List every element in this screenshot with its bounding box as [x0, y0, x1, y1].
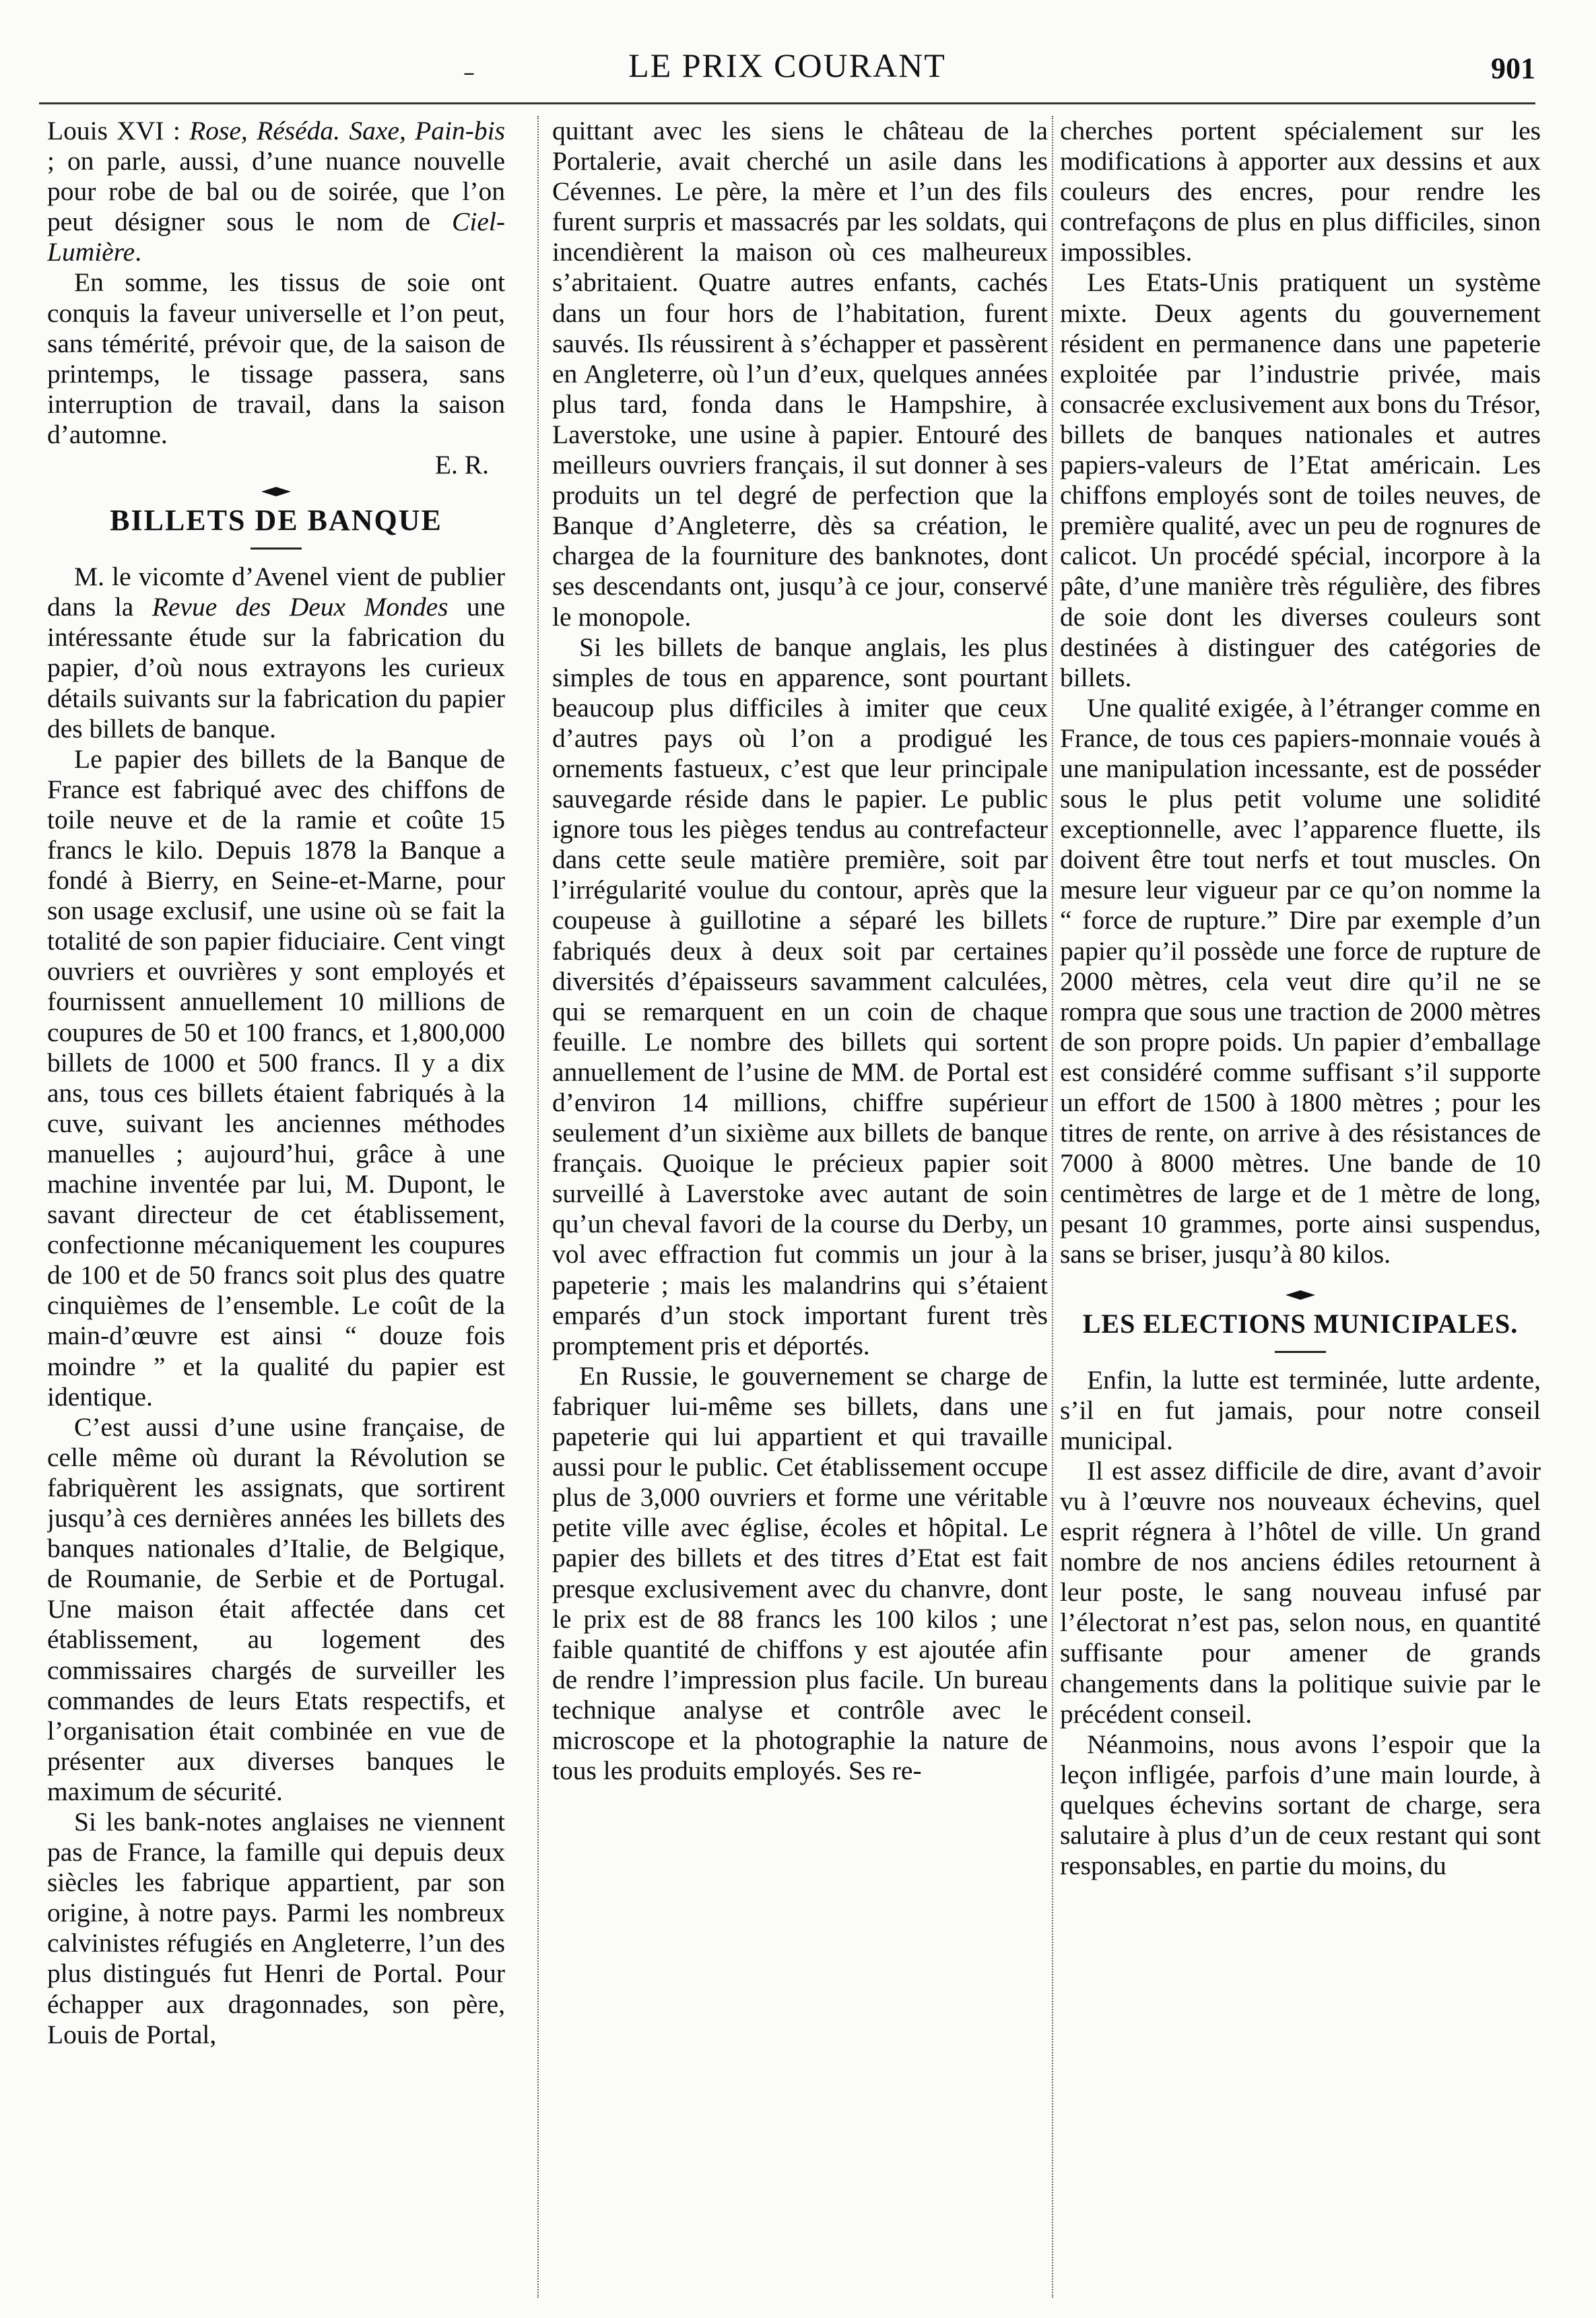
author-signature: E. R. [434, 450, 489, 480]
article-paragraph: Une qualité exigée, à l’étranger comme en France, de tous ces papiers-monnaie voués à une manipulation incessante, est de posséder sous le plus petit volume une solidité exceptionnelle, avec l’apparence fluette, ils doivent être tout nerfs et tout muscles. On mesure leur vigueur par ce qu’on nomme la “ force de rupture.” Dire par exemple d’un papier qu’il possède une force de rupture de 2000 mètres, cela veut dire qu’il ne se rompra que sous une traction de 2000 mètres de son propre poids. Un papier d’emballage est considéré comme suffisant s’il supporte un effort de 1500 à 1800 mètres ; pour les titres de rente, on arrive à des résistances de 7000 à 8000 mètres. Une bande de 10 centimètres de large et de 1 mètre de long, pesant 10 grammes, porte ainsi suspendus, sans se briser, jusqu’à 80 kilos. [1060, 692, 1541, 1269]
page-header [39, 34, 1535, 108]
article-paragraph: M. le vicomte d’Avenel vient de publier dans la Revue des Deux Mondes une intéressante étude sur la fabrication du papier, d’où nous extrayons les curieux détails suivants sur la fabrication du papier des billets de banque. [47, 562, 505, 743]
article-paragraph: quittant avec les siens le château de la Portalerie, avait cherché un asile dans les Cévennes. Le père, la mère et l’un des fils furent surpris et massacrés par les soldats, qui incendièrent la maison où ces malheureux s’abritaient. Quatre autres enfants, cachés dans un four hors de l’habitation, furent sauvés. Ils réussirent à s’échapper et passèrent en Angleterre, où l’un d’eux, quelques années plus tard, fonda dans le Hampshire, à Laverstoke, une usine à papier. Entouré des meilleurs ouvriers français, il sut donner à ses produits un tel degré de perfection que la Banque d’Angleterre, dès sa création, le chargea de la fourniture des banknotes, dont ses descendants ont, jusqu’à ce jour, conservé le monopole. [552, 116, 1048, 632]
section-ornament [1286, 1290, 1315, 1300]
section-rule [251, 548, 302, 550]
fashion-paragraph: Louis XVI : Rose, Réséda. Saxe, Pain-bis ; on parle, aussi, d’une nuance nouvelle pour robe de bal ou de soirée, que l’on peut désigner sous le nom de Ciel-Lumière. [47, 116, 505, 267]
page-number: 901 [1491, 52, 1535, 85]
article-paragraph: Enfin, la lutte est terminée, lutte ardente, s’il en fut jamais, pour notre conseil municipal. [1060, 1364, 1541, 1455]
article-paragraph: Néanmoins, nous avons l’espoir que la leçon infligée, parfois d’une main lourde, à quelques échevins sortant de charge, sera salutaire à plus d’un de ceux restant qui sont responsables, en partie du moins, du [1060, 1729, 1541, 1881]
column-2 [552, 116, 1048, 2298]
section-title-elections: LES ELECTIONS MUNICIPALES. [1082, 1308, 1519, 1339]
article-paragraph: En Russie, le gouvernement se charge de fabriquer lui-même ses billets, dans une papeterie qui lui appartient et qui travaille aussi pour le public. Cet établissement occupe plus de 3,000 ouvriers et forme une véritable petite ville avec église, écoles et hôpital. Le papier des billets et des titres d’Etat est fait presque exclusivement avec du chanvre, dont le prix est de 88 francs les 100 kilos ; une faible quantité de chiffons y est ajoutée afin de rendre l’impression plus facile. Un bureau technique analyse et contrôle avec le microscope et la photographie la nature de tous les produits employés. Ses re- [552, 1360, 1048, 1786]
article-paragraph: C’est aussi d’une usine française, de celle même où durant la Révolution se fabriquèrent les assignats, que sortirent jusqu’à ces dernières années les billets des banques nationales d’Italie, de Belgique, de Roumanie, de Serbie et de Portugal. Une maison était affectée dans cet établissement, au logement des commissaires chargés de surveiller les commandes de leurs Etats respectifs, et l’organisation était combinée en vue de présenter aux diverses banques le maximum de sécurité. [47, 1412, 505, 1806]
header-dash: – [463, 59, 475, 86]
section-rule [1275, 1351, 1326, 1353]
article-paragraph: Il est assez difficile de dire, avant d’avoir vu à l’œuvre nos nouveaux échevins, quel esprit régnera à l’hôtel de ville. Un grand nombre de nos anciens édiles retournent à leur poste, le sang nouveau infusé par l’électorat n’est pas, selon nous, en quantité suffisante pour amener de grands changements dans la politique suivie par le précédent conseil. [1060, 1455, 1541, 1729]
article-paragraph: cherches portent spécialement sur les modifications à apporter aux dessins et aux couleurs des encres, pour rendre les contrefaçons de plus en plus difficiles, sinon impossibles. [1060, 116, 1541, 267]
header-rule [39, 102, 1535, 104]
running-title: LE PRIX COURANT [628, 46, 946, 84]
section-title-billets: BILLETS DE BANQUE [110, 504, 442, 537]
section-ornament [261, 487, 291, 496]
article-paragraph: Si les billets de banque anglais, les plus simples de tous en apparence, sont pourtant beaucoup plus difficiles à imiter que ceux d’autres pays où l’on a prodigué les ornements fastueux, c’est que leur principale sauvegarde réside dans le papier. Le public ignore tous les pièges tendus au contrefacteur dans cette seule matière première, soit par l’irrégularité voulue du contour, après que la coupeuse à guillotine a séparé les billets fabriqués deux à deux soit par certaines diversités d’épaisseurs savamment calculées, qui se remarquent en un coin de chaque feuille. Le nombre des billets qui sortent annuellement de l’usine de MM. de Portal est d’environ 14 millions, chiffre supérieur seulement d’un sixième aux billets de banque français. Quoique le précieux papier soit surveillé à Laverstoke avec autant de soin qu’un cheval favori de la course du Derby, un vol avec effraction fut commis un jour à la papeterie ; mais les malandrins qui s’étaient emparés d’un stock important furent très promptement pris et déportés. [552, 632, 1048, 1360]
column-3 [1060, 116, 1541, 2298]
silk-paragraph: En somme, les tissus de soie ont conquis la faveur universelle et l’on peut, sans témérité, prévoir que, de la saison de printemps, le tissage passera, sans interruption de travail, dans la saison d’automne. [47, 267, 505, 449]
column-1 [47, 116, 505, 2298]
article-paragraph: Le papier des billets de la Banque de France est fabriqué avec des chiffons de toile neuve et de la ramie et coûte 15 francs le kilo. Depuis 1878 la Banque a fondé à Bierry, en Seine-et-Marne, pour son usage exclusif, une usine où se fait la totalité de son papier fiduciaire. Cent vingt ouvriers et ouvrières y sont employés et fournissent annuellement 10 millions de coupures de 50 et 100 francs, et 1,800,000 billets de 1000 et 500 francs. Il y a dix ans, tous ces billets étaient fabriqués à la cuve, suivant les anciennes méthodes manuelles ; aujourd’hui, grâce à une machine inventée par lui, M. Dupont, le savant directeur de cet établissement, confectionne mécaniquement les coupures de 100 et de 50 francs soit plus des quatre cinquièmes de l’ensemble. Le coût de la main-d’œuvre est ainsi “ douze fois moindre ” et la qualité du papier est identique. [47, 743, 505, 1412]
column-divider-1 [537, 116, 539, 2298]
article-paragraph: Si les bank-notes anglaises ne viennent pas de France, la famille qui depuis deux siècles les fabrique appartient, par son origine, à notre pays. Parmi les nombreux calvinistes réfugiés en Angleterre, l’un des plus distingués fut Henri de Portal. Pour échapper aux dragonnades, son père, Louis de Portal, [47, 1806, 505, 2049]
column-divider-2 [1052, 116, 1053, 2298]
article-paragraph: Les Etats-Unis pratiquent un système mixte. Deux agents du gouvernement résident en permanence dans une papeterie exploitée par l’industrie privée, mais consacrée exclusivement aux bons du Trésor, billets de banques nationales et autres papiers-valeurs de l’Etat américain. Les chiffons employés sont de toiles neuves, de première qualité, avec un peu de rognures de calicot. Un procédé spécial, incorpore à la pâte, d’une manière très régulière, des fibres de soie dont les diverses couleurs sont destinées à distinguer des catégories de billets. [1060, 267, 1541, 692]
